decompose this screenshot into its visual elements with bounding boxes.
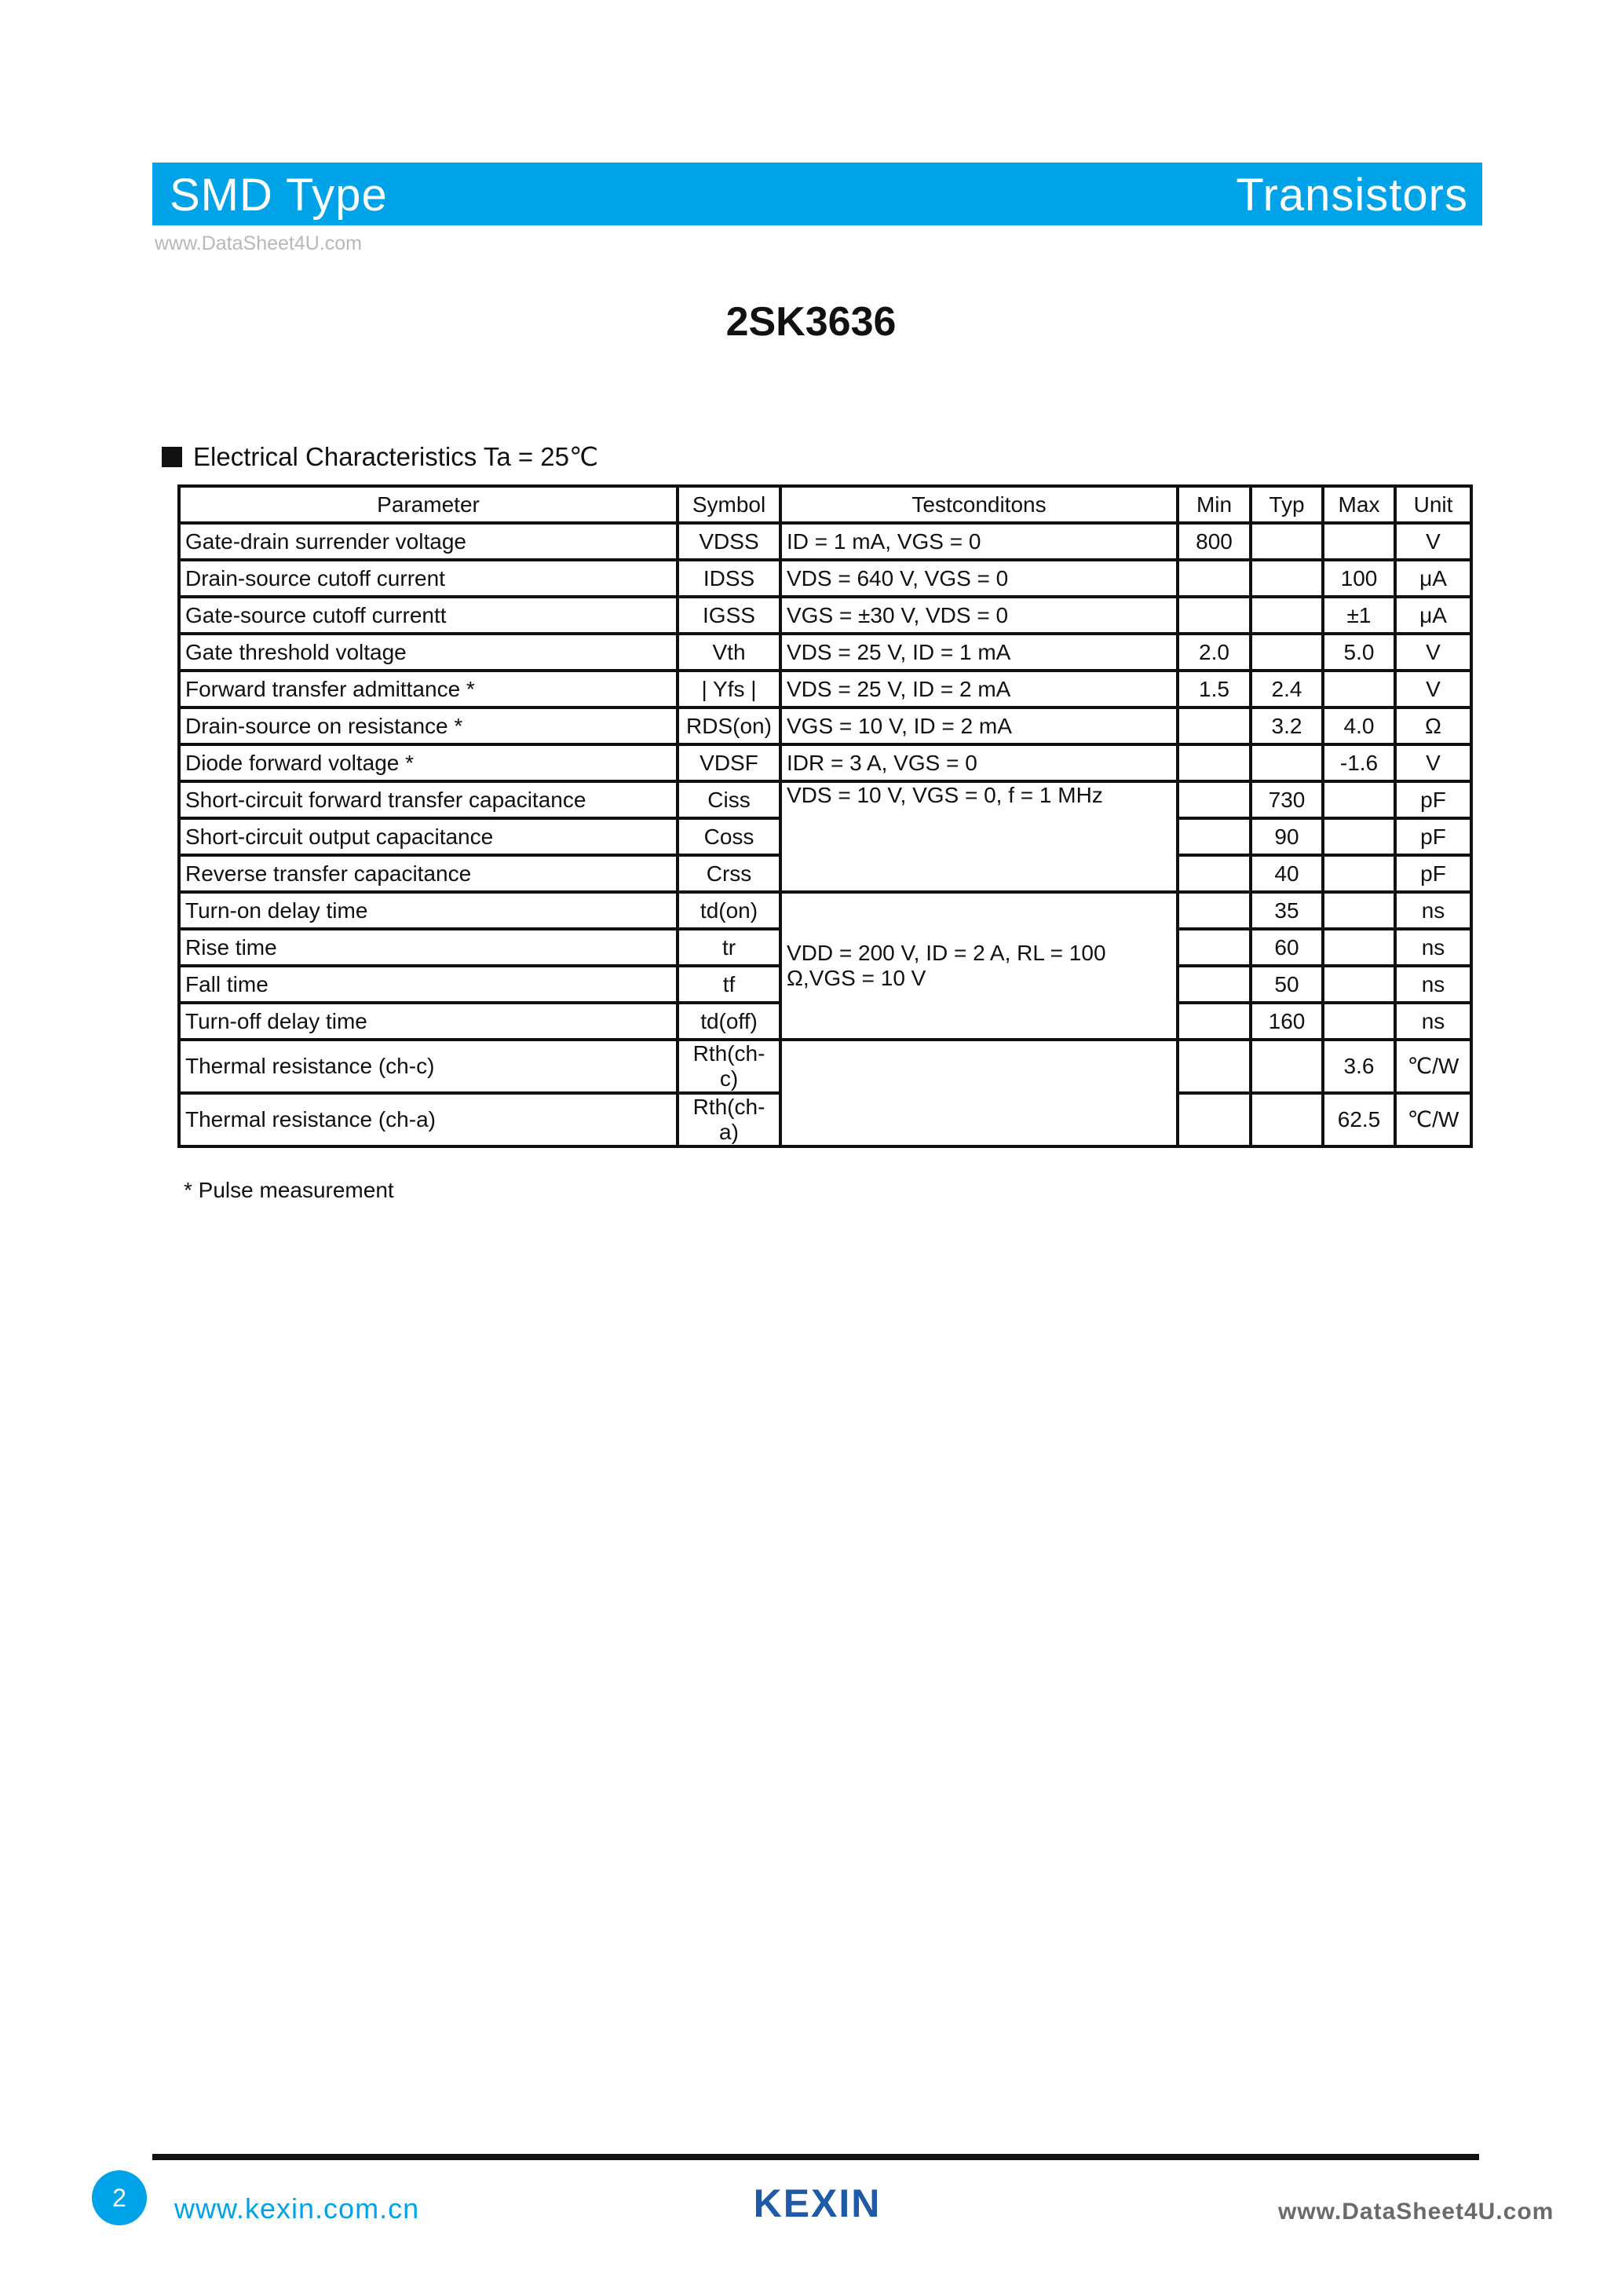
- section-heading: [162, 441, 598, 472]
- min-cell: [1178, 929, 1251, 966]
- symbol-cell: VDSF: [678, 744, 780, 781]
- footer-site-link[interactable]: www.kexin.com.cn: [174, 2192, 420, 2225]
- condition-cell: VGS = ±30 V, VDS = 0: [780, 597, 1178, 634]
- symbol-cell: tr: [678, 929, 780, 966]
- column-header: Min: [1178, 486, 1251, 523]
- typ-cell: 35: [1251, 892, 1323, 929]
- table-header-row: [179, 486, 1471, 523]
- footer-divider: [152, 2154, 1479, 2160]
- param-cell: Turn-off delay time: [179, 1003, 678, 1040]
- symbol-cell: td(off): [678, 1003, 780, 1040]
- typ-cell: [1251, 597, 1323, 634]
- symbol-cell: IGSS: [678, 597, 780, 634]
- typ-cell: [1251, 560, 1323, 597]
- symbol-cell: VDSS: [678, 523, 780, 560]
- min-cell: [1178, 1003, 1251, 1040]
- table-row: [179, 671, 1471, 707]
- header-left-text: SMD Type: [170, 170, 388, 221]
- max-cell: [1323, 966, 1395, 1003]
- max-cell: -1.6: [1323, 744, 1395, 781]
- max-cell: [1323, 855, 1395, 892]
- min-cell: [1178, 744, 1251, 781]
- logo-text: KEXIN: [753, 2181, 882, 2224]
- condition-cell: [780, 1040, 1178, 1146]
- max-cell: [1323, 781, 1395, 818]
- param-cell: Drain-source cutoff current: [179, 560, 678, 597]
- max-cell: [1323, 523, 1395, 560]
- min-cell: [1178, 1040, 1251, 1093]
- min-cell: [1178, 707, 1251, 744]
- unit-cell: pF: [1395, 855, 1471, 892]
- column-header: Unit: [1395, 486, 1471, 523]
- column-header: Max: [1323, 486, 1395, 523]
- typ-cell: 60: [1251, 929, 1323, 966]
- min-cell: [1178, 597, 1251, 634]
- unit-cell: ℃/W: [1395, 1093, 1471, 1146]
- table-row: [179, 560, 1471, 597]
- table-row: [179, 781, 1471, 818]
- electrical-characteristics-table: [177, 484, 1473, 1148]
- symbol-cell: Ciss: [678, 781, 780, 818]
- param-cell: Gate threshold voltage: [179, 634, 678, 671]
- typ-cell: 40: [1251, 855, 1323, 892]
- param-cell: Drain-source on resistance *: [179, 707, 678, 744]
- condition-cell: ID = 1 mA, VGS = 0: [780, 523, 1178, 560]
- header-right-text: Transistors: [1236, 170, 1468, 221]
- symbol-cell: Coss: [678, 818, 780, 855]
- table-row: [179, 744, 1471, 781]
- unit-cell: ℃/W: [1395, 1040, 1471, 1093]
- typ-cell: [1251, 1040, 1323, 1093]
- section-title: Electrical Characteristics Ta = 25℃: [193, 442, 599, 471]
- column-header: Parameter: [179, 486, 678, 523]
- typ-cell: 3.2: [1251, 707, 1323, 744]
- min-cell: 800: [1178, 523, 1251, 560]
- param-cell: Turn-on delay time: [179, 892, 678, 929]
- unit-cell: V: [1395, 671, 1471, 707]
- symbol-cell: RDS(on): [678, 707, 780, 744]
- condition-cell: VDD = 200 V, ID = 2 A, RL = 100 Ω,VGS = 10 V: [780, 892, 1178, 1040]
- page-title: 2SK3636: [725, 299, 897, 345]
- param-cell: Thermal resistance (ch-c): [179, 1040, 678, 1093]
- min-cell: [1178, 781, 1251, 818]
- min-cell: 1.5: [1178, 671, 1251, 707]
- typ-cell: [1251, 1093, 1323, 1146]
- max-cell: [1323, 929, 1395, 966]
- square-bullet-icon: [162, 447, 182, 467]
- min-cell: [1178, 1093, 1251, 1146]
- max-cell: [1323, 818, 1395, 855]
- max-cell: 62.5: [1323, 1093, 1395, 1146]
- max-cell: 4.0: [1323, 707, 1395, 744]
- symbol-cell: Crss: [678, 855, 780, 892]
- unit-cell: V: [1395, 634, 1471, 671]
- max-cell: [1323, 892, 1395, 929]
- max-cell: ±1: [1323, 597, 1395, 634]
- condition-cell: VDS = 640 V, VGS = 0: [780, 560, 1178, 597]
- max-cell: 3.6: [1323, 1040, 1395, 1093]
- max-cell: [1323, 671, 1395, 707]
- unit-cell: V: [1395, 744, 1471, 781]
- param-cell: Gate-source cutoff currentt: [179, 597, 678, 634]
- min-cell: [1178, 818, 1251, 855]
- param-cell: Thermal resistance (ch-a): [179, 1093, 678, 1146]
- param-cell: Rise time: [179, 929, 678, 966]
- param-cell: Gate-drain surrender voltage: [179, 523, 678, 560]
- symbol-cell: Vth: [678, 634, 780, 671]
- table-row: [179, 1040, 1471, 1093]
- condition-cell: IDR = 3 A, VGS = 0: [780, 744, 1178, 781]
- unit-cell: μA: [1395, 597, 1471, 634]
- table-row: [179, 597, 1471, 634]
- param-cell: Short-circuit forward transfer capacitance: [179, 781, 678, 818]
- typ-cell: 50: [1251, 966, 1323, 1003]
- header-watermark[interactable]: www.DataSheet4U.com: [155, 232, 363, 254]
- symbol-cell: IDSS: [678, 560, 780, 597]
- typ-cell: [1251, 634, 1323, 671]
- symbol-cell: Rth(ch-c): [678, 1040, 780, 1093]
- typ-cell: 2.4: [1251, 671, 1323, 707]
- param-cell: Diode forward voltage *: [179, 744, 678, 781]
- page-number: 2: [92, 2170, 147, 2225]
- column-header: Testconditons: [780, 486, 1178, 523]
- min-cell: [1178, 560, 1251, 597]
- min-cell: [1178, 892, 1251, 929]
- unit-cell: μA: [1395, 560, 1471, 597]
- unit-cell: pF: [1395, 818, 1471, 855]
- condition-cell: VDS = 25 V, ID = 1 mA: [780, 634, 1178, 671]
- unit-cell: ns: [1395, 1003, 1471, 1040]
- condition-cell: VDS = 25 V, ID = 2 mA: [780, 671, 1178, 707]
- typ-cell: [1251, 523, 1323, 560]
- param-cell: Forward transfer admittance *: [179, 671, 678, 707]
- footer-watermark[interactable]: www.DataSheet4U.com: [1278, 2199, 1554, 2225]
- unit-cell: ns: [1395, 929, 1471, 966]
- table-row: [179, 523, 1471, 560]
- table-row: [179, 634, 1471, 671]
- table-row: [179, 707, 1471, 744]
- min-cell: [1178, 966, 1251, 1003]
- max-cell: 100: [1323, 560, 1395, 597]
- column-header: Typ: [1251, 486, 1323, 523]
- unit-cell: Ω: [1395, 707, 1471, 744]
- unit-cell: pF: [1395, 781, 1471, 818]
- table-row: [179, 892, 1471, 929]
- unit-cell: ns: [1395, 966, 1471, 1003]
- max-cell: [1323, 1003, 1395, 1040]
- typ-cell: 90: [1251, 818, 1323, 855]
- unit-cell: ns: [1395, 892, 1471, 929]
- condition-cell: VDS = 10 V, VGS = 0, f = 1 MHz: [780, 781, 1178, 892]
- symbol-cell: tf: [678, 966, 780, 1003]
- symbol-cell: Rth(ch-a): [678, 1093, 780, 1146]
- symbol-cell: td(on): [678, 892, 780, 929]
- param-cell: Fall time: [179, 966, 678, 1003]
- symbol-cell: | Yfs |: [678, 671, 780, 707]
- param-cell: Reverse transfer capacitance: [179, 855, 678, 892]
- unit-cell: V: [1395, 523, 1471, 560]
- header-banner: [152, 163, 1482, 225]
- condition-cell: VGS = 10 V, ID = 2 mA: [780, 707, 1178, 744]
- column-header: Symbol: [678, 486, 780, 523]
- typ-cell: [1251, 744, 1323, 781]
- min-cell: 2.0: [1178, 634, 1251, 671]
- kexin-logo: [727, 2181, 908, 2224]
- max-cell: 5.0: [1323, 634, 1395, 671]
- footnote: * Pulse measurement: [184, 1178, 394, 1202]
- min-cell: [1178, 855, 1251, 892]
- typ-cell: 730: [1251, 781, 1323, 818]
- param-cell: Short-circuit output capacitance: [179, 818, 678, 855]
- typ-cell: 160: [1251, 1003, 1323, 1040]
